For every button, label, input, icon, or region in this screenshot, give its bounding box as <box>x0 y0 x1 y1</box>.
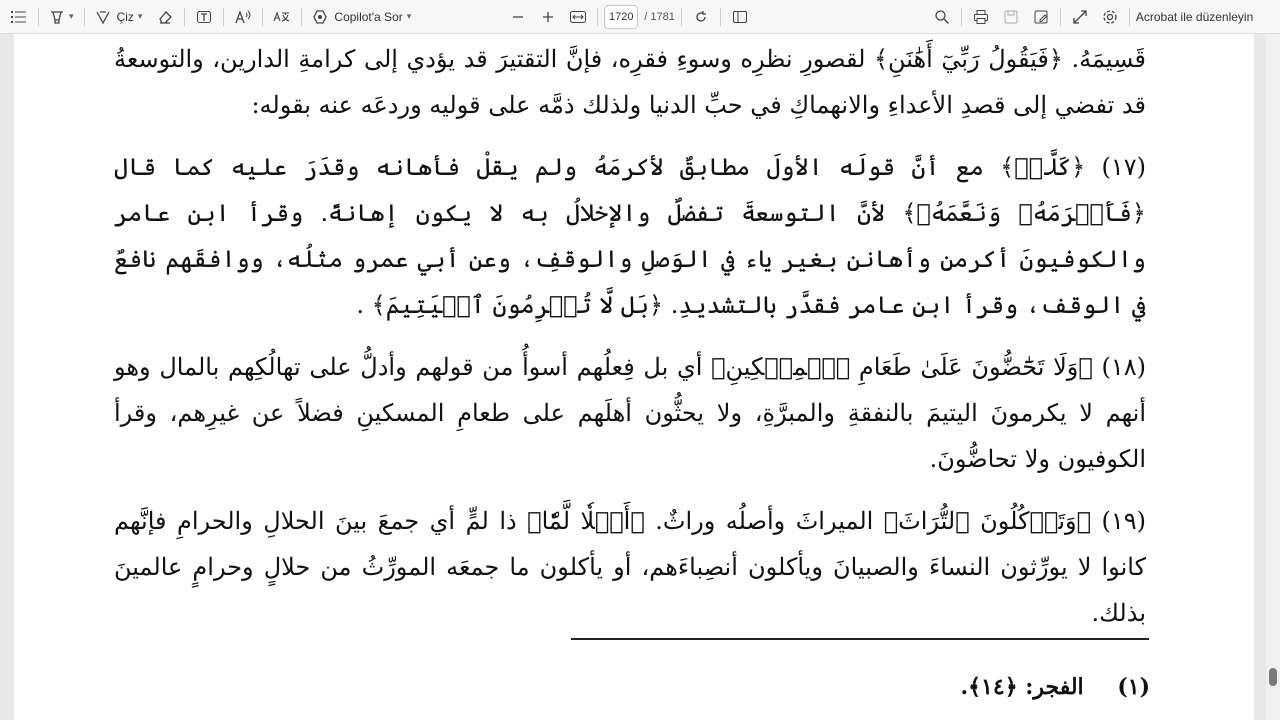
edit-with-acrobat-button[interactable]: Acrobat ile düzenleyin <box>1135 9 1254 24</box>
paragraph-18: (١٨) ﴿وَلَا تَحَٰٓضُّونَ عَلَىٰ طَعَامِ ٱلۡمِسۡكِينِ﴾ أي بل فِعلُهم أسوأُ من قولهم وأدلُّ على تهالُكِهم بالمال وهو أنهم لا يكرمونَ اليتيمَ بالنفقةِ والمبرَّةِ، ولا يحثُّون أهلَهم على طعامِ المسكينِ فضلاً عن غيرِهم، وقرأ الكوفيون ولا تحاضُّونَ. <box>114 353 1146 473</box>
vertical-scrollbar[interactable] <box>1266 34 1280 720</box>
copilot-label: Copilot'a Sor <box>334 9 403 24</box>
divider <box>84 8 85 26</box>
page-total: / 1781 <box>644 10 675 23</box>
paragraph-1: قَسِيمَهُ. ﴿فَيَقُولُ رَبِّيٓ أَهَٰنَنِ﴾ لقصورِ نظرِه وسوءِ فقرِه، فإنَّ التقتيرَ قد يؤدي إلى كرامةِ الدارين، والتوسعةُ قد تفضي إلى قصدِ الأعداءِ والانهماكِ في حبِّ الدنيا ولذلك ذمَّه على قوليه وردعَه عنه بقوله: <box>114 45 1146 119</box>
list-icon[interactable] <box>6 4 32 30</box>
expand-icon[interactable] <box>1067 4 1093 30</box>
divider <box>38 8 39 26</box>
zoom-out-icon[interactable] <box>505 4 531 30</box>
save-as-icon[interactable] <box>1028 4 1054 30</box>
divider <box>223 8 224 26</box>
read-aloud-icon[interactable] <box>230 4 256 30</box>
page-view-icon[interactable] <box>727 4 753 30</box>
text-box-icon[interactable] <box>191 4 217 30</box>
highlight-icon[interactable] <box>45 4 78 30</box>
chevron-down-icon: ▾ <box>137 11 143 22</box>
scrollbar-thumb[interactable] <box>1269 668 1277 686</box>
print-icon[interactable] <box>968 4 994 30</box>
divider <box>301 8 302 26</box>
divider <box>184 8 185 26</box>
translate-icon[interactable] <box>269 4 295 30</box>
document-viewer <box>0 34 1280 720</box>
draw-button[interactable] <box>91 4 147 30</box>
page-number-input[interactable]: 1720 <box>604 5 638 29</box>
fit-width-icon[interactable] <box>565 4 591 30</box>
pdf-page <box>14 34 1254 720</box>
copilot-icon <box>312 9 328 25</box>
divider <box>681 8 682 26</box>
divider <box>720 8 721 26</box>
paragraph-19: (١٩) ﴿وَتَأۡكُلُونَ ٱلتُّرَاثَ﴾ الميراثَ وأصلُه وراثٌ. ﴿أَكۡلٗا لَّمّٗا﴾ ذا لمٍّ أي جمعَ بينَ الحلالِ والحرامِ فإنَّهم كانوا لا يورِّثون النساءَ والصبيانَ ويأكلون أنصِباءَهم، أو يأكلون ما جمعَه المورِّثُ من حلالٍ وحرامٍ عالمينَ بذلك. <box>114 507 1147 627</box>
draw-icon <box>95 9 111 25</box>
rotate-icon[interactable] <box>688 4 714 30</box>
footnote-text: الفجر: ﴿١٤﴾. <box>960 674 1084 700</box>
copilot-button[interactable] <box>308 4 415 30</box>
save-icon <box>998 4 1024 30</box>
eraser-icon[interactable] <box>152 4 178 30</box>
footnote-divider <box>571 638 1149 640</box>
draw-label: Çiz <box>116 9 134 24</box>
chevron-down-icon: ▾ <box>69 11 74 22</box>
divider <box>1060 8 1061 26</box>
chevron-down-icon: ▾ <box>406 11 412 22</box>
zoom-in-icon[interactable] <box>535 4 561 30</box>
paragraph-17: (١٧) ﴿كَلَّاۖ﴾ مع أنَّ قولَه الأولَ مطابقٌ لأكرمَهُ ولم يقلْ فأهانه وقدَرَ عليه كما قال ﴿فَأَكۡرَمَهُۥ وَنَعَّمَهُۥ﴾ لأنَّ التوسعةَ تفضلٌ والإخلالُ به لا يكون إهانةً. وقرأ ابن عامر والكوفيونَ أكرمنِ وأهاننِ بغير ياء في الوَصلِ والوقفِ، وعن أبي عمرو مثلُه، ووافقَهم نافعٌ في الوقف، وقرأ ابن عامر فقدَّر بالتشديدِ. ﴿بَل لَّا تُكۡرِمُونَ ٱلۡيَتِيمَ﴾ . <box>114 153 1146 319</box>
footnote-number: (١) <box>1117 674 1150 700</box>
divider <box>961 8 962 26</box>
divider <box>1129 8 1130 26</box>
search-icon[interactable] <box>929 4 955 30</box>
gear-icon[interactable] <box>1097 4 1123 30</box>
toolbar <box>0 0 1280 34</box>
divider <box>262 8 263 26</box>
divider <box>597 8 598 26</box>
page-text <box>114 36 1146 636</box>
footnote <box>960 674 1150 700</box>
